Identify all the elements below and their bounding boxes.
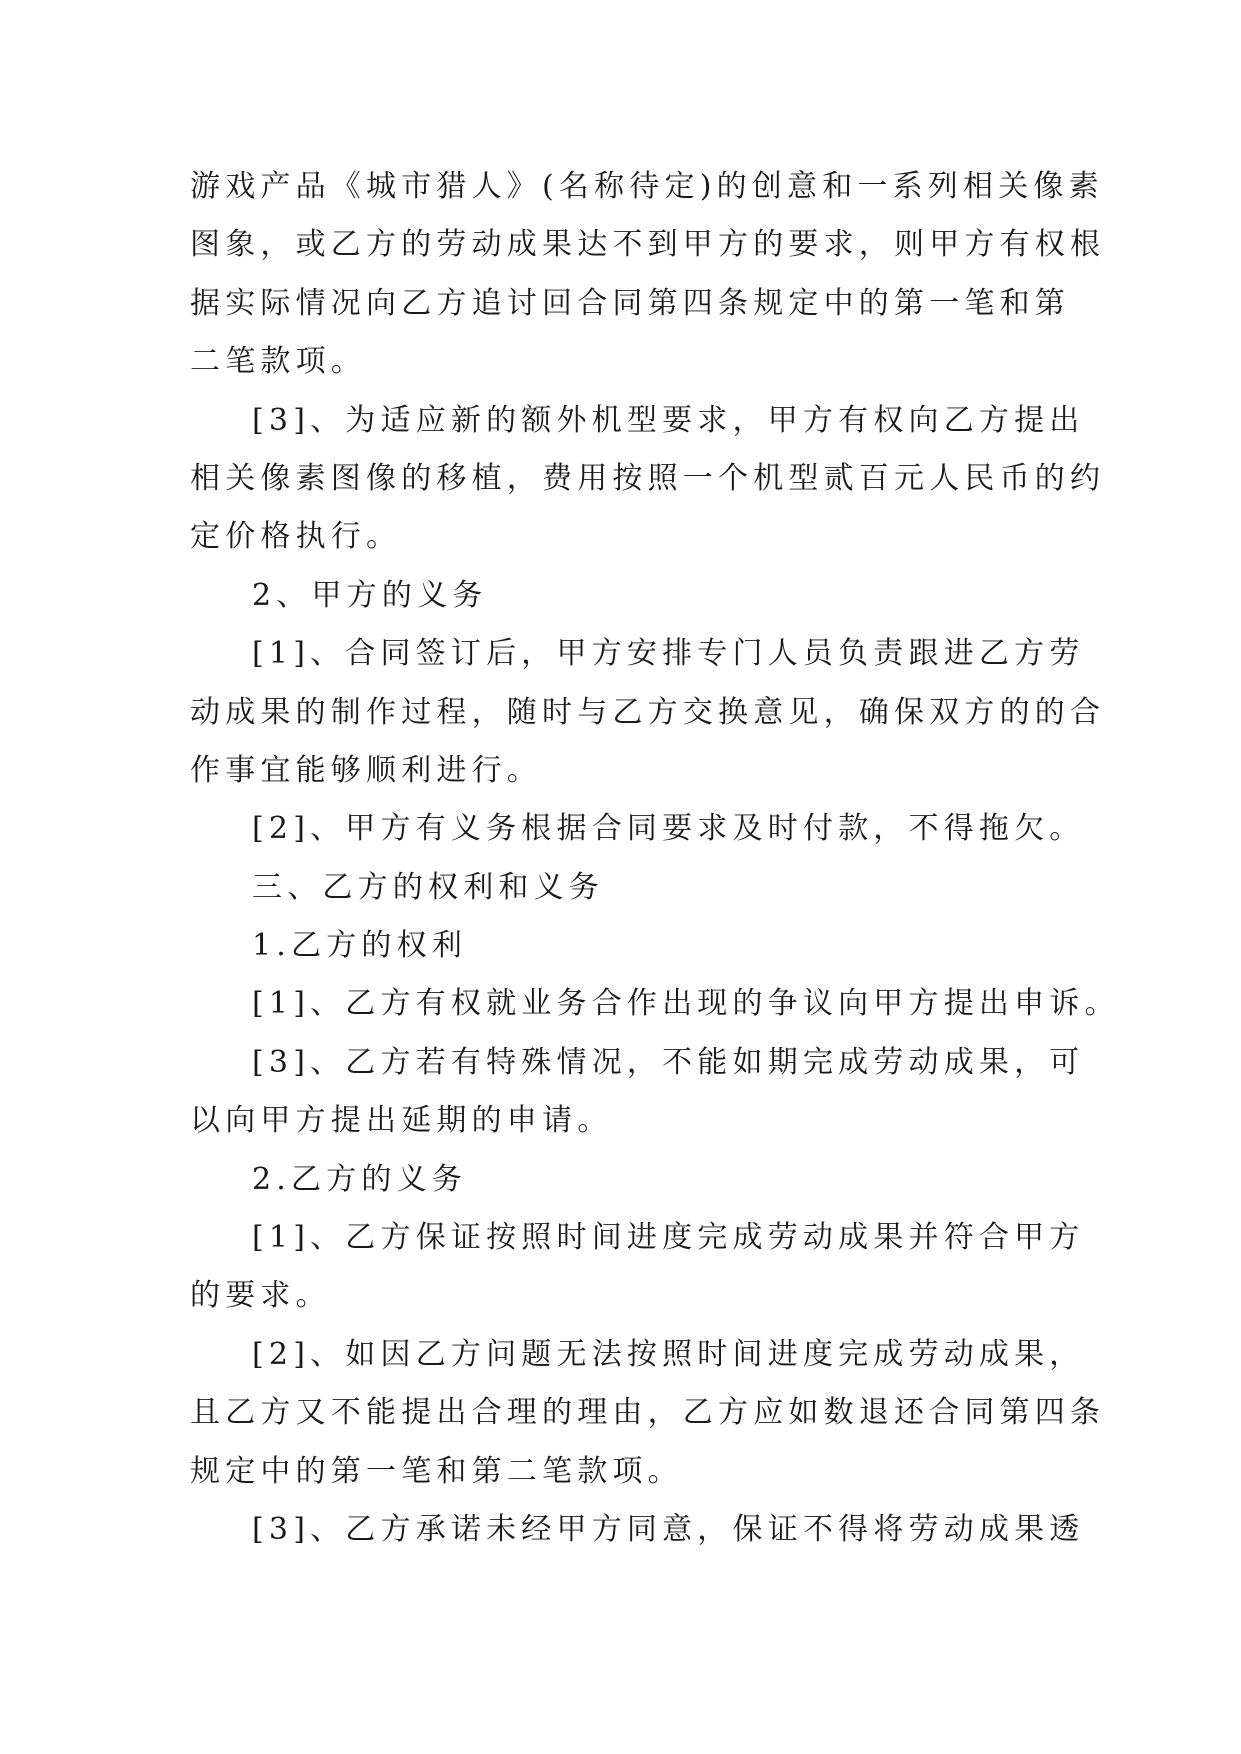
text-line: [3]、乙方若有特殊情况，不能如期完成劳动成果，可	[252, 1044, 1085, 1080]
text-line: [1]、合同签订后，甲方安排专门人员负责跟进乙方劳	[252, 636, 1085, 672]
text-line: 以向甲方提出延期的申请。	[190, 1103, 613, 1139]
text-line: 游戏产品《城市猎人》(名称待定)的创意和一系列相关像素	[190, 169, 1104, 204]
text-line: 且乙方又不能提出合理的理由，乙方应如数退还合同第四条	[190, 1395, 1106, 1431]
section-heading: 三、乙方的权利和义务	[252, 869, 604, 905]
document-body	[190, 158, 1120, 1559]
text-line: [2]、如因乙方问题无法按照时间进度完成劳动成果，	[252, 1336, 1085, 1372]
section-heading: 1.乙方的权利	[252, 928, 468, 964]
text-line: 动成果的制作过程，随时与乙方交换意见，确保双方的的合	[190, 694, 1106, 730]
text-line: [3]、为适应新的额外机型要求，甲方有权向乙方提出	[252, 402, 1085, 438]
text-line: 定价格执行。	[190, 519, 402, 555]
text-line: [1]、乙方保证按照时间进度完成劳动成果并符合甲方	[252, 1220, 1085, 1256]
text-line: 规定中的第一笔和第二笔款项。	[190, 1453, 683, 1489]
text-line: 相关像素图像的移植，费用按照一个机型贰百元人民币的约	[190, 460, 1106, 496]
section-heading: 2.乙方的义务	[252, 1161, 468, 1197]
text-line: [1]、乙方有权就业务合作出现的争议向甲方提出申诉。	[252, 986, 1120, 1022]
text-line: 的要求。	[190, 1278, 331, 1314]
section-heading: 2、甲方的义务	[252, 577, 488, 613]
text-line: 据实际情况向乙方追讨回合同第四条规定中的第一笔和第	[190, 285, 1070, 321]
text-line: 作事宜能够顺利进行。	[190, 752, 542, 788]
text-line: 图象，或乙方的劳动成果达不到甲方的要求，则甲方有权根	[190, 227, 1106, 263]
text-line: [3]、乙方承诺未经甲方同意，保证不得将劳动成果透	[252, 1511, 1085, 1547]
text-line: [2]、甲方有义务根据合同要求及时付款，不得拖欠。	[252, 811, 1085, 847]
text-line: 二笔款项。	[190, 344, 366, 380]
